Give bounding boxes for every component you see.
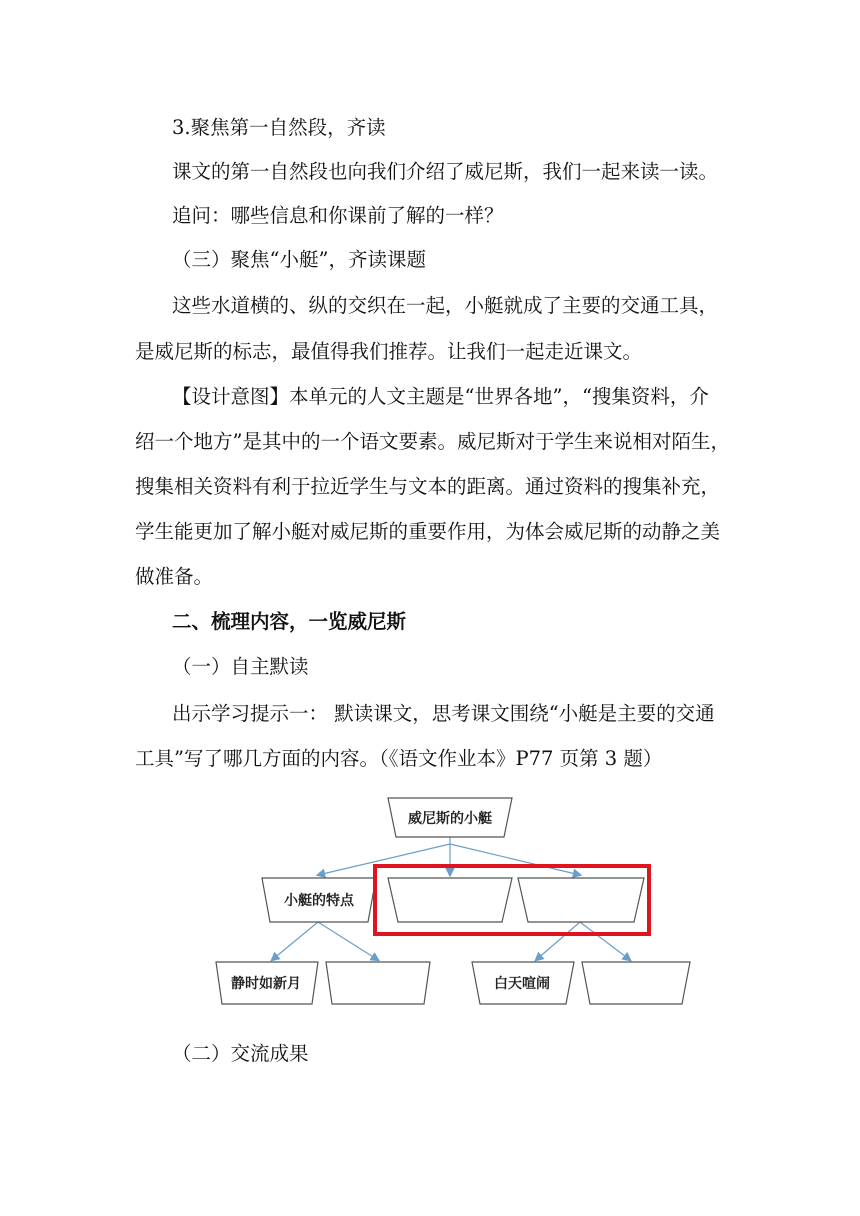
subheading-silent-reading: （一）自主默读 bbox=[172, 655, 309, 678]
section-heading-2: 二、梳理内容，一览威尼斯 bbox=[172, 610, 407, 633]
diagram-node-daytime-noisy bbox=[472, 962, 574, 1004]
paragraph-read-first-section: 课文的第一自然段也向我们介绍了威尼斯，我们一起来读一读。 bbox=[172, 160, 719, 183]
paragraph-design-intent-line-4: 学生能更加了解小艇对威尼斯的重要作用，为体会威尼斯的动静之美 bbox=[135, 520, 721, 543]
paragraph-learning-tip-line-2: 工具”写了哪几方面的内容。（《语文作业本》P77 页第 3 题） bbox=[135, 747, 663, 770]
diagram-node-daytime-noisy-label: 白天喧闹 bbox=[494, 976, 550, 992]
concept-diagram bbox=[200, 782, 710, 1022]
diagram-node-blank-2 bbox=[518, 878, 644, 922]
paragraph-design-intent-line-1: 【设计意图】本单元的人文主题是“世界各地”，“搜集资料，介 bbox=[172, 385, 709, 408]
diagram-node-still-like-moon-label: 静时如新月 bbox=[231, 976, 301, 992]
paragraph-design-intent-line-2: 绍一个地方”是其中的一个语文要素。威尼斯对于学生来说相对陌生， bbox=[135, 430, 730, 453]
diagram-node-boat-features-label: 小艇的特点 bbox=[284, 893, 354, 909]
paragraph-waterways-line-2: 是威尼斯的标志，最值得我们推荐。让我们一起走近课文。 bbox=[135, 340, 643, 363]
diagram-node-boat-features bbox=[262, 878, 376, 922]
paragraph-design-intent-line-3: 搜集相关资料有利于拉近学生与文本的距离。通过资料的搜集补充， bbox=[135, 475, 721, 498]
paragraph-follow-up-question: 追问：哪些信息和你课前了解的一样？ bbox=[172, 204, 504, 227]
diagram-node-still-like-moon bbox=[216, 962, 318, 1004]
diagram-node-root bbox=[388, 798, 512, 837]
diagram-node-blank-1 bbox=[388, 878, 512, 922]
subheading-focus-boat: （三）聚焦“小艇”，齐读课题 bbox=[172, 248, 426, 271]
paragraph-waterways-line-1: 这些水道横的、纵的交织在一起，小艇就成了主要的交通工具， bbox=[172, 294, 719, 317]
subheading-share-results: （二）交流成果 bbox=[172, 1042, 309, 1065]
diagram-node-blank-3 bbox=[326, 962, 430, 1004]
paragraph-step-3: 3.聚焦第一自然段，齐读 bbox=[172, 116, 386, 139]
paragraph-design-intent-line-5: 做准备。 bbox=[135, 565, 214, 588]
diagram-node-blank-4 bbox=[582, 962, 690, 1004]
paragraph-learning-tip-line-1: 出示学习提示一： 默读课文，思考课文围绕“小艇是主要的交通 bbox=[172, 702, 715, 725]
diagram-node-root-label: 威尼斯的小艇 bbox=[408, 811, 492, 827]
